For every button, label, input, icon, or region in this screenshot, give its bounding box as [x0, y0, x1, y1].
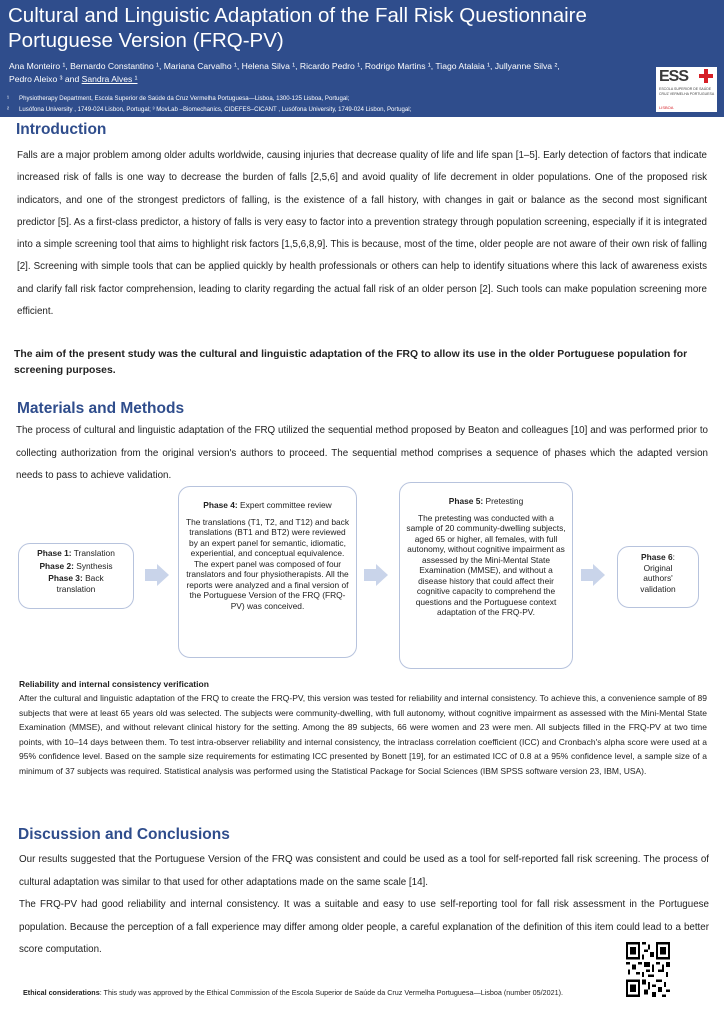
- red-cross-icon: [699, 69, 713, 83]
- authors-line-1: Ana Monteiro ¹, Bernardo Constantino ¹, Mariana Carvalho ¹, Helena Silva ¹, Ricardo Pedro ¹, Rodrigo Martins ¹, Tiago Atalaia ¹, Jullyanne Silva ²,: [9, 61, 560, 71]
- study-aim: The aim of the present study was the cultural and linguistic adaptation of the FRQ to allow its use in the older Portuguese population for screening purposes.: [14, 349, 688, 376]
- phase-1-3-box: [18, 543, 134, 609]
- phase-2-text: Synthesis: [73, 560, 113, 571]
- discussion-paragraph-2: The FRQ-PV had good reliability and internal consistency. It was a suitable and easy to use self-reporting tool for fall risk assessment in the Portuguese population. Because the perception of a fall experience may differ among older people, a careful explanation of the definition of this item could lead to a better score computation.: [19, 899, 709, 956]
- logo-wordmark: ESS: [659, 68, 689, 85]
- phase-1-label: Phase 1:: [37, 548, 72, 558]
- author-list: [9, 60, 649, 86]
- ess-logo: [656, 67, 717, 112]
- phase-5-title-text: Pretesting: [483, 496, 524, 506]
- affiliation-1-number: ¹: [7, 95, 10, 102]
- phase-4-body: The translations (T1, T2, and T12) and back translations (BT1 and BT2) were reviewed by an expert panel for semantic, idiomatic, experiential, and conceptual equivalence. The expert panel was composed of four translators and four physiotherapists. All the reports were analyzed and a final version of the Portuguese Version of the FRQ (FRQ-PV) was conceived.: [185, 516, 350, 611]
- phase-3: [19, 573, 133, 594]
- authors-line-2: [9, 73, 649, 86]
- arrow-right-icon: [364, 564, 388, 586]
- arrow-right-icon: [581, 564, 605, 586]
- phase-3-text: Back translation: [56, 573, 104, 594]
- corresponding-author-link[interactable]: Sandra Alves ¹: [81, 74, 138, 84]
- methods-heading: Materials and Methods: [17, 400, 185, 417]
- phase-5-box: [399, 482, 573, 669]
- phase-5-title: [406, 496, 566, 507]
- reliability-heading: Reliability and internal consistency verification: [19, 679, 209, 689]
- phase-2-label: Phase 2:: [39, 560, 74, 571]
- affiliation-2: [7, 105, 647, 116]
- methods-body: The process of cultural and linguistic adaptation of the FRQ utilized the sequential method proposed by Beaton and colleagues [10] and was performed prior to collecting authorization from the original version's authors to proceed. The sequential method comprises a sequence of phases which the adapted version needs to pass to achieve validation.: [16, 425, 708, 482]
- logo-subtitle: ESCOLA SUPERIOR DE SAÚDE CRUZ VERMELHA PORTUGUESA: [659, 87, 715, 96]
- affiliation-1-text: Physiotherapy Department, Escola Superior de Saúde da Cruz Vermelha Portuguesa—Lisboa, 1300-125 Lisboa, Portugal;: [19, 95, 350, 102]
- affiliation-2-number: ²: [7, 105, 10, 113]
- phase-2: [19, 561, 133, 572]
- phase-4-box: [178, 486, 357, 658]
- phase-6-box: [617, 546, 699, 608]
- ethical-considerations: [23, 988, 598, 999]
- phase-4-title-text: Expert committee review: [237, 500, 332, 510]
- phase-6-text: : Original authors' validation: [640, 552, 676, 594]
- phase-4-label: Phase 4:: [203, 500, 238, 510]
- affiliation-2-text: Lusófona University , 1749-024 Lisbon, Portugal; ³ MovLab –Biomechanics, CIDEFES–CICANT , Lusófona University, 1749-024 Lisbon, Portugal;: [19, 105, 412, 113]
- ethics-label: Ethical considerations: [23, 988, 100, 997]
- phase-5-body: The pretesting was conducted with a sample of 20 community-dwelling subjects, aged 65 or higher, all females, with full autonomy, without cognitive impairment as assessed by the Mini-Mental State Examination (MMSE), and without a disease history that could affect their cognitive capacity to comprehend the questions and the Portuguese context adaptation of the FRQ-PV.: [406, 512, 566, 617]
- arrow-right-icon: [145, 564, 169, 586]
- introduction-body: Falls are a major problem among older adults worldwide, causing injuries that decrease quality of life and life span [1–5]. Early detection of factors that indicate increased risk of falls is one way to decrease the burden of falls [2,5,6] and avoid quality of life decrement in older populations. One of the proposed risk indicators, and one of the strongest predictors of falling, is the existence of a fall history, with changes in gait or balance as the second most significant predictor [5]. As a first-class predictor, a history of falls is very easy to factor into a prevention strategy through population screening, especially if it is integrated into a simple screening tool that aims to highlight risk factors [1,5,6,8,9]. This is because, most of the time, older people are not aware of their own risk of falling [2]. Screening with simple tools that can be applied quickly by health professionals or others can help to identify situations where this lack of awareness exists and clarify fall risk factor comprehension, leading to clarity regarding the actual fall risk of an older person [2]. Such tools can make population screening more efficient.: [17, 150, 707, 318]
- logo-city: LISBOA: [659, 105, 674, 110]
- poster-header: [0, 0, 724, 117]
- affiliation-1: [7, 94, 647, 105]
- discussion-heading: Discussion and Conclusions: [18, 826, 230, 843]
- qr-code-icon[interactable]: [626, 942, 670, 997]
- poster-title: Cultural and Linguistic Adaptation of the Fall Risk Questionnaire Portuguese Version (FRQ-PV): [8, 4, 587, 52]
- phase-1-text: Translation: [71, 548, 115, 558]
- phase-6-label: Phase 6: [641, 552, 673, 562]
- discussion-paragraph-1: Our results suggested that the Portuguese Version of the FRQ was consistent and could be used as a tool for self-reported fall risk screening. The process of cultural adaptation was similar to that used for other adaptations made on the same scale [14].: [19, 854, 709, 888]
- phase-3-label: Phase 3:: [48, 573, 83, 583]
- phase-4-title: [185, 500, 350, 511]
- authors-line-2-prefix: Pedro Aleixo ³ and: [9, 74, 82, 84]
- reliability-body: After the cultural and linguistic adaptation of the FRQ to create the FRQ-PV, this version was tested for reliability and internal consistency. To achieve this, a convenience sample of 89 subjects that were at least 65 years old was selected. The subjects were community-dwelling, with full autonomy, without cognitive impairment as assessed with the Mini-Mental State Examination (MMSE), and without relevant clinical history for the setting. Among the 89 subjects, 66 were women and 23 were men. All subjects filled in the FRQ-PV at two time points, with 10–14 days between them. To test intra-observer reliability and internal consistency, the intraclass correlation coefficient (ICC) and Cronbach's alpha score were used at a 95% confidence level. Based on the sample size requirements for estimating ICC presented by Bonett [19], for an estimated ICC of 0.8 at a 95% confidence level, a sample size of a minimum of 37 subjects was required. Statistical analysis was performed using the Statistical Package for Social Sciences (IBM SPSS software version 23, IBM, USA).: [19, 693, 707, 776]
- introduction-heading: Introduction: [16, 121, 107, 138]
- phase-1: [19, 548, 133, 559]
- ethics-text: : This study was approved by the Ethical Commission of the Escola Superior de Saúde da Cruz Vermelha Portuguesa—Lisboa (number 05/2021).: [99, 988, 563, 997]
- affiliations: [7, 94, 647, 115]
- phase-5-label: Phase 5:: [448, 496, 484, 506]
